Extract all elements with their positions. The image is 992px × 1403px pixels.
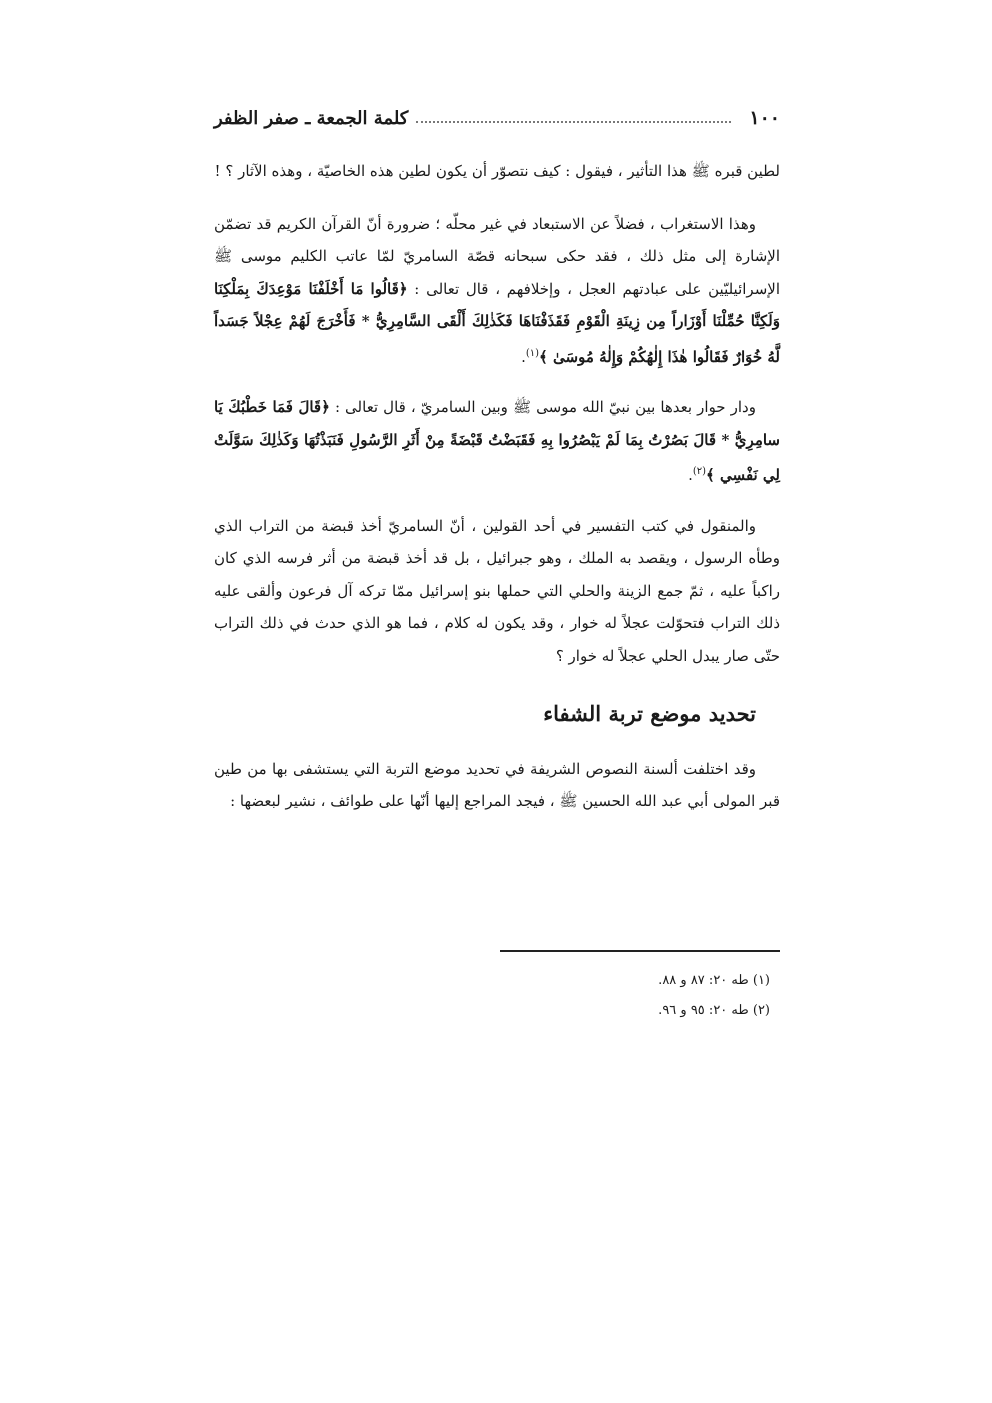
footnote-ref-2[interactable]: (٢) (692, 466, 707, 477)
footnote-1: (١) طه ٢٠: ٨٧ و ٨٨. (658, 973, 770, 988)
footnote-divider (500, 950, 780, 952)
running-title: كلمة الجمعة ـ صفر الظفر (214, 107, 409, 129)
paragraph-2-intro: وهذا الاستغراب ، فضلاً عن الاستبعاد في غير محلّه ؛ ضرورة أنّ القرآن الكريم قد تضمّن الإشارة إلى مثل ذلك ، فقد حكى سبحانه قصّة السامريّ لمّا عاتب الكليم موسى ﷺ الإسرائيليّين على عبادتهم العجل ، وإخلافهم ، قال تعالى : (214, 214, 780, 298)
paragraph-1: لطين قبره ﷺ هذا التأثير ، فيقول : كيف نتصوّر أن يكون لطين هذه الخاصيّة ، وهذه الآثار ؟ ! (214, 162, 780, 180)
section-heading: تحديد موضع تربة الشفاء (543, 701, 756, 726)
quran-verse-1: ﴿قَالُوا مَا أَخْلَفْنَا مَوْعِدَكَ بِمَلْكِنَا وَلَكِنَّا حُمِّلْنَا أَوْزَاراً مِن زِينَةِ الْقَوْمِ فَقَذَفْنَاهَا فَكَذٰلِكَ أَلْقَى السَّامِرِيُّ * فَأَخْرَجَ لَهُمْ عِجْلاً جَسَداً لَّهُ خُوَارٌ فَقَالُوا هٰذَا إِلٰهُكُمْ وَإِلٰهُ مُوسَىٰ ﴾ (214, 279, 780, 366)
paragraph-3-intro: ودار حوار بعدها بين نبيّ الله موسى ﷺ وبين السامريّ ، قال تعالى : (334, 398, 756, 416)
page-header (214, 104, 780, 132)
page-number: ١٠٠ (749, 107, 780, 129)
body-text (214, 155, 780, 836)
footnote-ref-1[interactable]: (١) (525, 347, 540, 359)
header-dotted-leader (416, 121, 731, 123)
footnote-2: (٢) طه ٢٠: ٩٥ و ٩٦. (658, 1003, 770, 1018)
quran-verse-2: ﴿قَالَ فَمَا خَطْبُكَ يَا سامِرِيُّ * قَالَ بَصُرْتُ بِمَا لَمْ يَبْصُرُوا بِهِ فَقَبَضْتُ قَبْضَةً مِنْ أَثَرِ الرَّسُولِ فَنَبَذْتُهَا وَكَذٰلِكَ سَوَّلَتْ لِي نَفْسِي ﴾ (214, 398, 780, 484)
paragraph-5: وقد اختلفت ألسنة النصوص الشريفة في تحديد موضع التربة التي يستشفى بها من طين قبر المولى أبي عبد الله الحسين ﷺ ، فيجد المراجع إليها أنّها على طوائف ، نشير لبعضها : (214, 759, 780, 810)
footnotes (214, 966, 780, 1026)
paragraph-4: والمنقول في كتب التفسير في أحد القولين ، أنّ السامريّ أخذ قبضة من التراب الذي وطأه الرسول ، ويقصد به الملك ، وهو جبرائيل ، بل قد أخذ قبضة من أثر فرسه الذي كان راكباً عليه ، ثمّ جمع الزينة والحلي التي حملها بنو إسرائيل ممّا تركه آل فرعون وألقى عليه ذلك التراب فتحوّلت عجلاً له خوار ، وقد يكون له كلام ، فما هو الذي حدث في ذلك التراب حتّى صار يبدل الحلي عجلاً له خوار ؟ (214, 516, 780, 665)
paragraph-3: ودار حوار بعدها بين نبيّ الله موسى ﷺ وبين السامريّ ، قال تعالى : ﴿قَالَ فَمَا خَطْبُكَ يَا سامِرِيُّ * قَالَ بَصُرْتُ بِمَا لَمْ يَبْصُرُوا بِهِ فَقَبَضْتُ قَبْضَةً مِنْ أَثَرِ الرَّسُولِ فَنَبَذْتُهَا وَكَذٰلِكَ سَوَّلَتْ لِي نَفْسِي ﴾$^{(٢)}$. (214, 398, 780, 484)
paragraph-2: وهذا الاستغراب ، فضلاً عن الاستبعاد في غير محلّه ؛ ضرورة أنّ القرآن الكريم قد تضمّن الإشارة إلى مثل ذلك ، فقد حكى سبحانه قصّة السامريّ لمّا عاتب الكليم موسى ﷺ الإسرائيليّين على عبادتهم العجل ، وإخلافهم ، قال تعالى : ﴿قَالُوا مَا أَخْلَفْنَا مَوْعِدَكَ بِمَلْكِنَا وَلَكِنَّا حُمِّلْنَا أَوْزَاراً مِن زِينَةِ الْقَوْمِ فَقَذَفْنَاهَا فَكَذٰلِكَ أَلْقَى السَّامِرِيُّ * فَأَخْرَجَ لَهُمْ عِجْلاً جَسَداً لَّهُ خُوَارٌ فَقَالُوا هٰذَا إِلٰهُكُمْ وَإِلٰهُ مُوسَىٰ ﴾$^{(١)}$. (214, 214, 780, 366)
